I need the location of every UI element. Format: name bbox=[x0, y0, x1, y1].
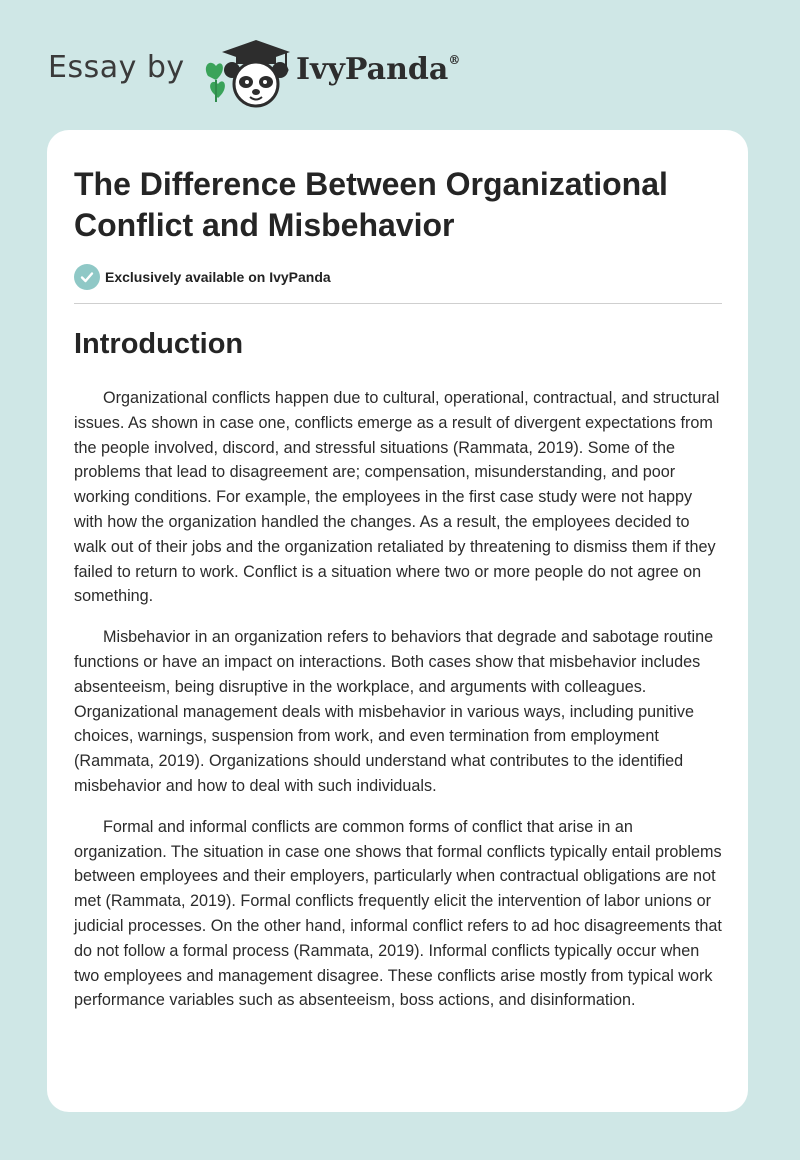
panda-graduate-icon[interactable] bbox=[202, 36, 294, 108]
essay-title: The Difference Between Organizational Conflict and Misbehavior bbox=[74, 166, 668, 243]
essay-by-label: Essay by bbox=[48, 50, 185, 85]
exclusive-badge-label: Exclusively available on IvyPanda bbox=[105, 269, 331, 285]
essay-card bbox=[47, 130, 748, 1112]
site-header bbox=[0, 0, 800, 130]
check-circle-icon bbox=[74, 264, 100, 290]
registered-mark: ® bbox=[448, 53, 461, 67]
exclusive-badge bbox=[74, 264, 331, 290]
section-heading: Introduction bbox=[74, 328, 244, 360]
divider bbox=[74, 303, 722, 304]
paragraph: Misbehavior in an organization refers to behaviors that degrade and sabotage routine functions or have an impact on interactions. Both cases show that misbehavior includes absenteeism, being disruptive in the workplace, and arguments with colleagues. Organizational management deals with misbehavior in various ways, including punitive choices, warnings, suspension from work, and even termination from employment (Rammata, 2019). Organizations should understand what contributes to the identified misbehavior and how to deal with such individuals. bbox=[74, 628, 714, 795]
paragraph: Organizational conflicts happen due to cultural, operational, contractual, and structural issues. As shown in case one, conflicts emerge as a result of divergent expectations from the people involved, discord, and stressful situations (Rammata, 2019). Some of the problems that lead to disagreement are; compensation, misunderstanding, and poor working conditions. For example, the employees in the first case study were not happy with how the organization handled the changes. As a result, the employees decided to walk out of their jobs and the organization retaliated by threatening to dismiss them if they failed to return to work. Conflict is a situation where two or more people do not agree on something. bbox=[74, 389, 720, 606]
brand-wordmark[interactable] bbox=[296, 52, 460, 87]
brand-name: IvyPanda bbox=[296, 52, 449, 87]
essay-body bbox=[74, 386, 724, 1029]
paragraph: Formal and informal conflicts are common forms of conflict that arise in an organization. The situation in case one shows that formal conflicts typically entail problems between employees and their employers, particularly when contractual obligations are not met (Rammata, 2019). Formal conflicts frequently elicit the intervention of labor unions or judicial processes. On the other hand, informal conflict refers to ad hoc disagreements that do not follow a formal process (Rammata, 2019). Informal conflicts typically occur when two employees and management disagree. These conflicts arise mostly from typical work performance variables such as absenteeism, boss actions, and disinformation. bbox=[74, 817, 722, 1010]
